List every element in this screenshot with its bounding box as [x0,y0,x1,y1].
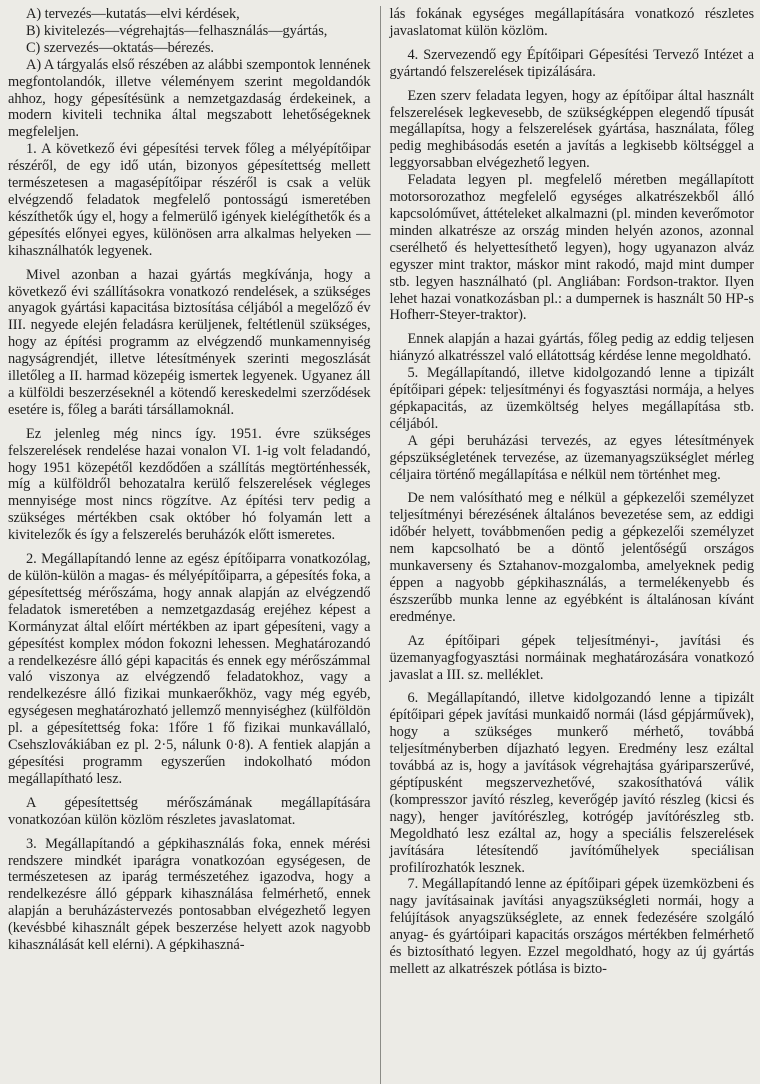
paragraph: A) A tárgyalás első részében az alábbi szempontok lennének megfontolandók, illetve véleményem szerint megoldandók ahhoz, hogy gépesítésünk a nemzetgazdaság érdekeinek, a modern kiviteli technika által megszabott lehetőségeknek megfeleljen. [8,56,371,141]
right-column [382,6,755,1084]
paragraph: Ez jelenleg még nincs így. 1951. évre szükséges felszerelések rendelése hazai vonalon VI. 1-ig volt feladandó, hogy 1951 közepétől kezdődően a szállítás megtörténhessék, míg a külföldről behozatalra kerülő felszerelések végleges mennyisége most nincs rögzítve. Az építési terv pedig a szükséges mértékben csak október hó folyamán lett a kivitelezők és így a felszerelés beruházók előtt ismeretes. [8,425,371,544]
paragraph: Ennek alapján a hazai gyártás, főleg pedig az eddig teljesen hiányzó alkatrésszel való ellátottság kérdése lenne megoldható. [389,331,754,365]
paragraph: De nem valósítható meg e nélkül a gépkezelői személyzet teljesítményi bérezésének általános bevezetése sem, az eddigi időbér helyett, továbbmenően pedig a gépkezelői személyzet nem kapcsolható be a döntő jelentőségű országos munkaverseny és Sztahanov-mozgalomba, amelyeknek pedig éppen a nagyobb gépkihasználás, a termelékenyebb és észszerűbb munka lenne az egyébként is általánosan kívánt eredménye. [389,490,754,625]
paragraph: 2. Megállapítandó lenne az egész építőiparra vonatkozólag, de külön-külön a magas- és mélyépítőiparra, a gépesítés foka, a gépesítettség mérőszáma, hogy annak alapján az elvégzendő feladatok ismeretében a nemzetgazdaság erejéhez képest a Kormányzat által előírt mértékben az ipart gépesíteni, vagy a gépesítést komplex módon fokozni lehessen. Meghatározandó a rendelkezésre álló gépi kapacitás és ennek egy mérőszámmal való viszonya az elvégzendő feladatokhoz, vagy a rendelkezésre álló fizikai munkaerőkhöz, vagy még egyéb, egységesen meghatározható jellemző mennyiséghez (külföldön pl. a gépesítettség foka: 1főre 1 fő fizikai munkavállaló, Csehszlovákiában ez pl. 2·5, nálunk 0·8). A fentiek alapján a gépesítési programm egyszerűen indokolható módon megállapítható lesz. [8,551,371,787]
paragraph: Feladata legyen pl. megfelelő méretben megállapított motorsorozathoz megfelelő egységes alkatrészekből álló kapcsolóművet, áttételeket alkalmazni (pl. minden keverőmotor minden alkatrésze az ország minden helyén azonos, azonnal cserélhető és helyettesíthető legyen), hogy ugyanazon alváz egyszer mint traktor, máskor mint rakodó, majd mint dumper stb. legyen használható (pl. Angliában: Fordson-traktor. Ilyen lehet hazai vonatkozásban pl.: a dumpernek is használt 50 HP-s Hofherr-Steyer-traktor). [389,172,754,324]
paragraph: 3. Megállapítandó a gépkihasználás foka, ennek mérési rendszere mindkét iparágra vonatkozóan egységesen, de természetesen az iparág természetéhez igazodva, hogy a rendelkezésre álló géppark kihasználása felmérhető, ennek alapján a beruházástervezés pontosabban elvégezhető legyen (kevésbbé kihasznált gépek beszerzése helyett azok nagyobb kihasználását kell elérni). A gépkihaszná- [8,835,371,954]
paragraph: Mivel azonban a hazai gyártás megkívánja, hogy a következő évi szállításokra vonatkozó rendelések, a szükséges anyagok gyártási kapacitása biztosítása céljából a megelőző év III. negyede elején feladásra kerüljenek, feltétlenül szükséges, hogy az építési programm az elvégzendő munkamennyiség nagyságrendjét, illetve létesítmények szerinti megoszlását illetőleg a II. harmad közepéig ismertek legyenek. Ugyanez áll a külföldi beszerzéseknél a kötendő kereskedelmi szerződések esetére is, főleg a baráti társállamoknál. [8,266,371,418]
paragraph: 7. Megállapítandó lenne az építőipari gépek üzemközbeni és nagy javításainak javítási anyagszükségleti normái, hogy a felújítások anyagszükséglete, az ennek fedezésére szolgáló anyag- és gyártóipari kapacitás országos mértékben felmérhető és biztosítható legyen. Ezzel megoldható, hogy az új gyártás mellett az alkatrészek pótlása is bizto- [389,876,754,977]
paragraph: 6. Megállapítandó, illetve kidolgozandó lenne a tipizált építőipari gépek javítási munkaidő normái (lásd gépjárművek), hogy a szükséges munkerő mérhető, továbbá teljesítményberben díjazható legyen. Eredmény lesz ezáltal továbbá az is, hogy a javítások végrehajtása gyáriparszerűvé, géptípusként megszervezhetővé, szakosíthatóvá válik (kompresszor javító részleg, keverőgép javító részleg (kicsi és nagy), henger javítórészleg, kotrógép javítórészleg stb. Megoldható lesz ezáltal az, hogy a speciális felszerelések javítására létesítendő javítóműhelyek speciálisan profilírozhatók lesznek. [389,690,754,876]
paragraph: 4. Szervezendő egy Építőipari Gépesítési Tervező Intézet a gyártandó felszerelések tipizálására. [389,46,754,80]
paragraph: A gépesítettség mérőszámának megállapítására vonatkozóan külön közlöm részletes javaslatomat. [8,794,371,828]
paragraph: B) kivitelezés—végrehajtás—felhasználás—gyártás, [26,22,328,39]
paragraph: A) tervezés—kutatás—elvi kérdések, [26,6,240,22]
paragraph: A gépi beruházási tervezés, az egyes létesítmények gépszükségletének tervezése, az üzemanyagszükséglet mérleg céljaira történő megállapítása e nélkül nem történhet meg. [389,432,754,483]
paragraph: 5. Megállapítandó, illetve kidolgozandó lenne a tipizált építőipari gépek: teljesítményi és fogyasztási normája, a helyes gépkapacitás, az üzemköltség helyes megállapítása stb. céljából. [389,365,754,432]
paragraph: Az építőipari gépek teljesítményi-, javítási és üzemanyagfogyasztási normáinak meghatározására vonatkozó javaslat a III. sz. melléklet. [389,632,754,683]
paragraph: 1. A következő évi gépesítési tervek főleg a mélyépítőipar részéről, de egy idő után, bizonyos gépesítettség mellett természetesen a magasépítőipar részéről is csak a velük elvégzendő feladatok megfelelő pontosságú ismeretében készíthetők úgy el, hogy a felmerülő igények kielégíthetők és a gépesítés előnyei egyes, különösen arra alkalmas helyeken — kihasználhatók legyenek. [8,141,371,259]
paragraph: Ezen szerv feladata legyen, hogy az építőipar által használt felszerelések legkevesebb, de szükségképpen elegendő típusát megállapítsa, hogy a felszerelések gyártása, használata, főleg pedig meghibásodás esetén a javítás a legkisebb költséggel a leggyorsabban elvégezhető legyen. [389,87,754,172]
left-column [6,6,379,1084]
paragraph: lás fokának egységes megállapítására vonatkozó részletes javaslatomat külön közlöm. [389,6,754,39]
paragraph: C) szervezés—oktatás—bérezés. [26,39,214,56]
column-divider [380,6,381,1084]
